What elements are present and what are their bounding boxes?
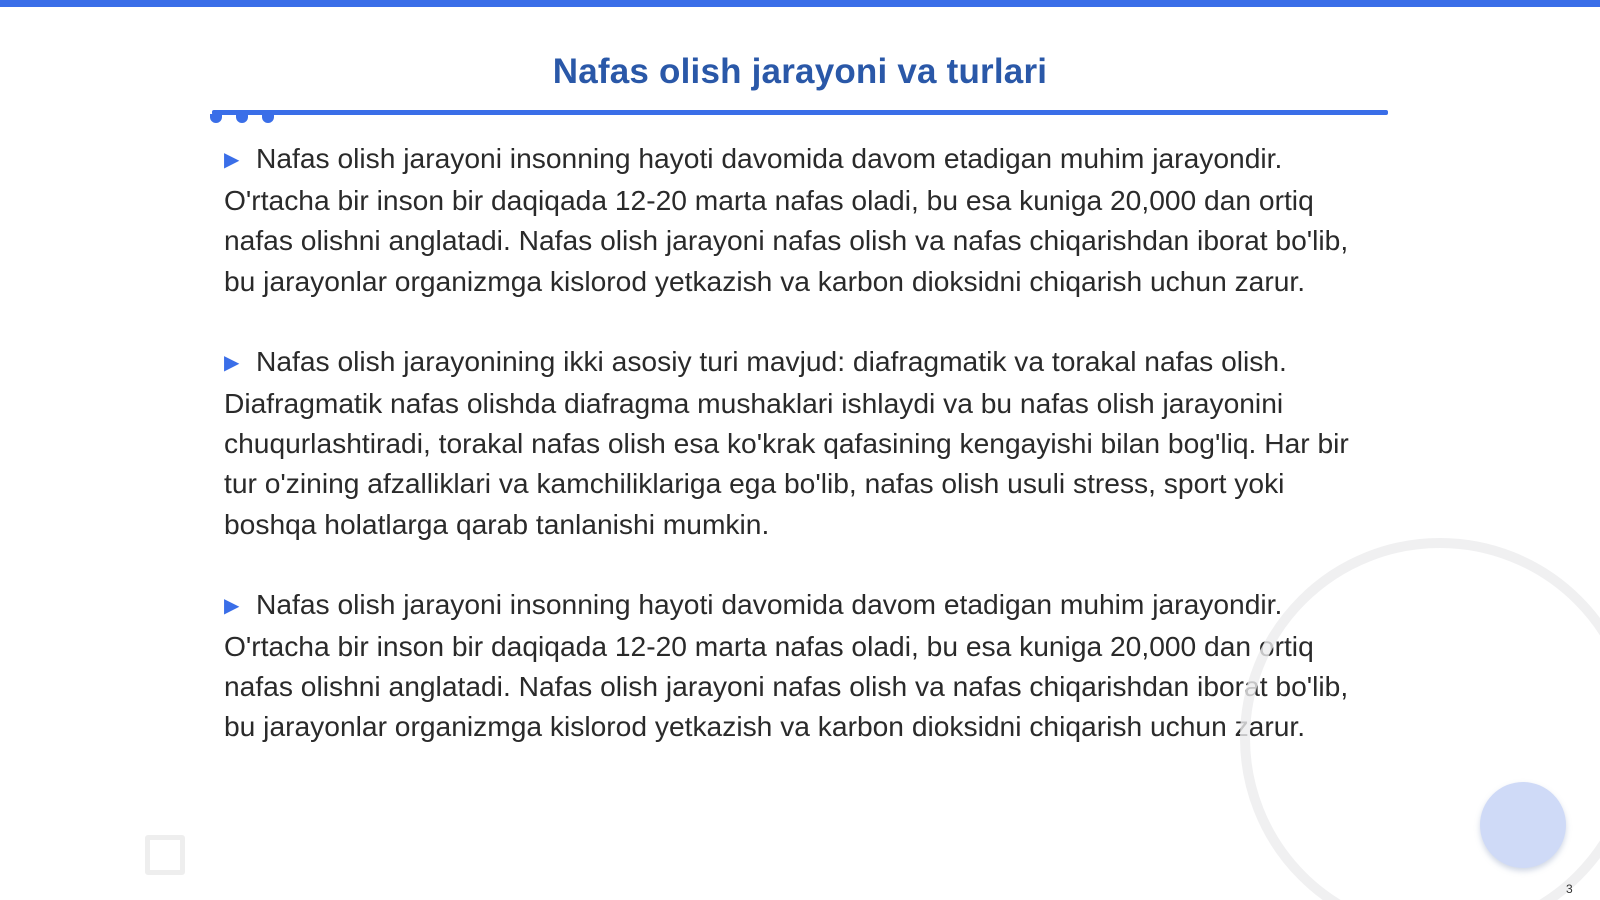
- paragraph-text: Nafas olish jarayoni insonning hayoti davomida davom etadigan muhim jarayondir. O'rtacha bir inson bir daqiqada 12-20 marta nafas oladi, bu esa kuniga 20,000 dan ortiq nafas olishni anglatadi. Nafas olish jarayoni nafas olish va nafas chiqarishdan iborat bo'lib, bu jarayonlar organizmga kislorod yetkazish va karbon dioksidni chiqarish uchun zarur.: [224, 142, 1349, 297]
- bullet-paragraph-1: [224, 138, 1384, 301]
- top-accent-bar: [0, 0, 1600, 7]
- slide-title: Nafas olish jarayoni va turlari: [552, 52, 1048, 91]
- bullet-paragraph-2: [224, 341, 1384, 544]
- decorative-circle: [1480, 782, 1566, 868]
- bullet-paragraph-3: [224, 584, 1384, 747]
- triangle-right-icon: ▶: [224, 351, 240, 374]
- underline-dot: [262, 114, 274, 123]
- underline-dot: [236, 114, 248, 123]
- title-underline: [212, 110, 1388, 115]
- paragraph-text: Nafas olish jarayonining ikki asosiy turi mavjud: diafragmatik va torakal nafas olish. Diafragmatik nafas olishda diafragma mushaklari ishlaydi va bu nafas olish jarayonini chuqurlashtiradi, torakal nafas olish esa ko'krak qafasining kengayishi bilan bog'liq. Har bir tur o'zining afzalliklari va kamchiliklariga ega bo'lib, nafas olish usuli stress, sport yoki boshqa holatlarga qarab tanlanishi mumkin.: [224, 344, 1349, 540]
- triangle-right-icon: ▶: [224, 149, 240, 171]
- bullet-list: [224, 138, 1384, 787]
- paragraph-text: Nafas olish jarayoni insonning hayoti davomida davom etadigan muhim jarayondir. O'rtacha bir inson bir daqiqada 12-20 marta nafas oladi, bu esa kuniga 20,000 dan ortiq nafas olishni anglatadi. Nafas olish jarayoni nafas olish va nafas chiqarishdan iborat bo'lib, bu jarayonlar organizmga kislorod yetkazish va karbon dioksidni chiqarish uchun zarur.: [224, 587, 1349, 743]
- page-number: 3: [1566, 882, 1573, 896]
- triangle-right-icon: ▶: [224, 594, 240, 617]
- underline-dot: [210, 114, 222, 123]
- decorative-square: [145, 835, 185, 875]
